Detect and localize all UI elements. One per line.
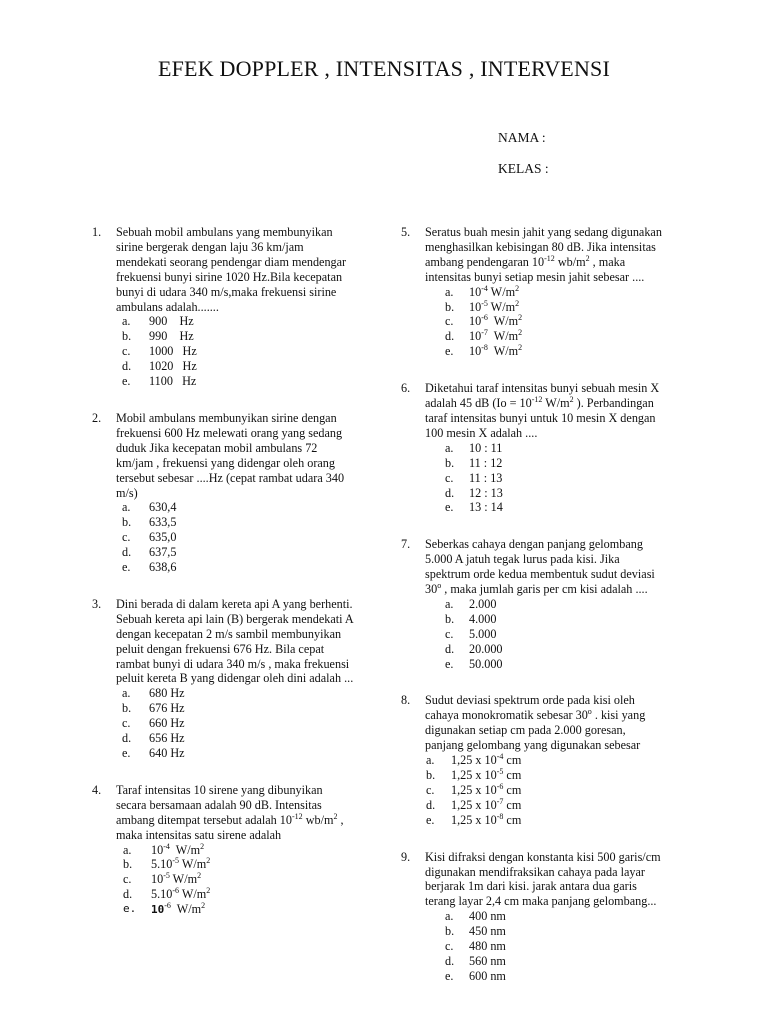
option-text: 676 Hz (149, 701, 185, 716)
options-list (116, 686, 382, 761)
option-text: 20.000 (469, 641, 503, 656)
superscript: 2 (333, 811, 338, 821)
question-text-line: frekuensi 600 Hz melewati orang yang sedang (116, 425, 343, 440)
option-c (425, 783, 701, 798)
question-text-line (425, 708, 701, 723)
question-text-line: Seratus buah mesin jahit yang sedang digunakan (425, 225, 662, 239)
text-part: adalah 45 dB (Io = 10 (425, 396, 532, 411)
option-text: 640 Hz (149, 746, 185, 760)
option-text: 560 nm (469, 953, 506, 968)
option-text: W/m (487, 284, 516, 299)
option-letter: a. (445, 909, 454, 924)
question-text-line: duduk Jika kecepatan mobil ambulans 72 (116, 440, 318, 455)
superscript: 2 (569, 395, 574, 405)
option-letter: b. (445, 299, 455, 314)
option-letter: b. (122, 329, 132, 344)
question-text-line: secara bersamaan adalah 90 dB. Intensitas (116, 797, 322, 812)
option-c (116, 530, 382, 545)
superscript: 2 (518, 328, 523, 338)
option-text: 1,25 x 10 (451, 812, 497, 827)
option-b (116, 329, 382, 344)
question-text-line: Seberkas cahaya dengan panjang gelombang (425, 537, 643, 552)
option-letter: e. (123, 902, 137, 916)
superscript: -7 (496, 796, 504, 806)
option-text: W/m (179, 887, 207, 902)
superscript: 2 (518, 313, 523, 323)
text-part: ambang pendengaran 10 (425, 254, 545, 269)
option-c (425, 627, 701, 642)
option-letter: d. (445, 329, 455, 344)
superscript: -5 (172, 856, 179, 866)
option-letter: e. (122, 560, 131, 575)
option-e (425, 813, 701, 828)
question-8 (401, 693, 701, 827)
option-text: 10 (469, 344, 482, 359)
question-text-line: Mobil ambulans membunyikan sirine dengan (116, 410, 337, 425)
option-text: W/m (487, 344, 519, 359)
option-b (425, 456, 701, 471)
option-e (425, 657, 701, 672)
option-c (116, 872, 382, 887)
option-e (425, 344, 701, 359)
text-part: wb/m (554, 254, 586, 269)
question-3 (92, 597, 382, 761)
option-letter: a. (426, 753, 435, 768)
question-text-line (116, 813, 382, 828)
option-c (425, 314, 701, 329)
option-text: 600 nm (469, 968, 506, 983)
kelas-label: KELAS : (498, 161, 549, 176)
option-text: cm (503, 768, 522, 782)
question-number: 9. (401, 849, 411, 864)
option-b (425, 924, 701, 939)
option-text: W/m (169, 842, 201, 857)
option-text: cm (503, 797, 522, 812)
option-letter: e. (445, 344, 454, 359)
question-text-line: tersebut sebesar ....Hz (cepat rambat udara 340 (116, 470, 345, 485)
question-1 (92, 225, 382, 389)
question-text-line (425, 396, 701, 411)
option-text: 637,5 (149, 545, 177, 560)
option-text: 480 nm (469, 939, 506, 954)
options-list (425, 909, 701, 984)
options-list (116, 500, 382, 575)
option-text: W/m (170, 902, 202, 917)
question-text-line: Taraf intensitas 10 sirene yang dibunyikan (116, 782, 323, 797)
question-text-line: rambat bunyi di udara 340 m/s , maka frekuensi (116, 656, 350, 671)
superscript: -5 (496, 767, 504, 776)
option-text: 1,25 x 10 (451, 797, 497, 812)
option-a (116, 500, 382, 515)
question-text-line: terang layar 2,4 cm maka panjang gelombang... (425, 894, 657, 909)
option-text: 660 Hz (149, 716, 185, 731)
text-part: W/m (542, 396, 570, 411)
option-letter: e. (122, 374, 131, 389)
question-text-line: Sebuah mobil ambulans yang membunyikan (116, 225, 333, 239)
options-list (425, 753, 701, 828)
question-text-line (425, 255, 701, 270)
option-text: cm (503, 753, 522, 768)
superscript: -5 (163, 871, 170, 881)
option-a (116, 843, 382, 858)
option-letter: d. (445, 485, 455, 500)
question-number: 8. (401, 693, 411, 708)
option-letter: d. (123, 887, 133, 902)
question-text-line: Sebuah kereta api lain (B) bergerak mendekati A (116, 611, 354, 626)
option-letter: e. (122, 746, 131, 760)
question-number: 1. (92, 225, 102, 239)
superscript: -6 (172, 886, 179, 896)
option-letter: b. (123, 857, 133, 872)
option-letter: a. (445, 284, 454, 299)
option-letter: b. (445, 455, 455, 470)
superscript: -8 (481, 343, 488, 353)
option-b (116, 515, 382, 530)
option-d (425, 642, 701, 657)
option-d (425, 486, 701, 501)
option-text: 1020 Hz (149, 359, 197, 374)
option-letter: d. (122, 731, 132, 746)
question-text-line: Sudut deviasi spektrum orde pada kisi oleh (425, 693, 635, 708)
option-text: 1100 Hz (149, 374, 197, 389)
superscript: -6 (164, 901, 171, 911)
options-list (425, 597, 701, 672)
question-text-line: Kisi difraksi dengan konstanta kisi 500 garis/cm (425, 849, 661, 864)
superscript: -8 (496, 811, 504, 821)
option-text: 990 Hz (149, 329, 194, 344)
question-5 (401, 225, 701, 359)
option-text: 10 : 11 (469, 440, 503, 455)
option-text: 400 nm (469, 909, 506, 924)
question-text-line: berjarak 1m dari kisi. jarak antara dua garis (425, 879, 637, 894)
question-text-line: digunakan setiap cm pada 2.000 goresan, (425, 723, 626, 738)
left-column (92, 225, 382, 918)
option-letter: d. (445, 641, 455, 656)
question-text-line: ambulans adalah....... (116, 299, 219, 314)
question-number: 4. (92, 782, 102, 797)
question-text-line: sirine bergerak dengan laju 36 km/jam (116, 239, 304, 254)
question-text-line (425, 582, 701, 597)
text-part: , maka (589, 254, 626, 269)
superscript: 2 (515, 298, 520, 308)
right-column (401, 225, 701, 984)
option-text: W/m (487, 299, 516, 314)
option-text: 638,6 (149, 560, 177, 575)
superscript: 2 (515, 283, 520, 293)
option-letter: b. (122, 515, 132, 530)
option-text: 13 : 14 (469, 500, 503, 515)
option-b (425, 768, 701, 783)
option-b (116, 701, 382, 716)
option-a (425, 753, 701, 768)
option-c (116, 716, 382, 731)
option-b (425, 612, 701, 627)
question-2 (92, 411, 382, 575)
superscript: 2 (200, 841, 205, 851)
option-letter: a. (445, 596, 454, 611)
option-letter: c. (123, 872, 132, 887)
option-e (425, 500, 701, 515)
superscript: 2 (585, 253, 590, 263)
question-text-line: 5.000 A jatuh tegak lurus pada kisi. Jika (425, 552, 620, 567)
superscript: -12 (531, 395, 543, 405)
options-list (425, 441, 701, 516)
question-text-line: dengan kecepatan 2 m/s sambil membunyikan (116, 626, 342, 641)
question-text-line: panjang gelombang yang digunakan sebesar (425, 738, 641, 753)
question-text-line: 100 mesin X adalah .... (425, 425, 538, 440)
question-text-line: mendekati seorang pendengar diam mendengar (116, 254, 347, 269)
option-text: 10 (469, 284, 482, 299)
option-d (425, 329, 701, 344)
question-text-line: taraf intensitas bunyi untuk 10 mesin X dengan (425, 410, 656, 425)
option-letter: b. (445, 924, 455, 939)
option-text: W/m (179, 857, 207, 872)
question-7 (401, 537, 701, 671)
page-title: EFEK DOPPLER , INTENSITAS , INTERVENSI (157, 56, 610, 81)
superscript: -12 (291, 811, 303, 821)
option-text: 1000 Hz (149, 344, 197, 359)
text-part: ambang ditempat tersebut adalah 10 (116, 812, 292, 827)
option-letter: d. (122, 359, 132, 374)
option-text: 2.000 (469, 596, 497, 611)
option-letter: c. (122, 716, 131, 731)
superscript: -6 (496, 781, 504, 791)
text-part: 30 (425, 582, 438, 597)
question-text-line: peluit dengan frekuensi 676 Hz. Bila cepat (116, 641, 325, 656)
option-text: 450 nm (469, 924, 506, 939)
option-text: 630,4 (149, 500, 177, 515)
superscript: o (587, 707, 592, 717)
option-text: 10 (469, 329, 482, 344)
option-text: 1,25 x 10 (451, 782, 497, 797)
option-e (116, 746, 382, 761)
option-letter: c. (445, 314, 454, 329)
question-text-line: bunyi di udara 340 m/s,maka frekuensi sirine (116, 284, 337, 299)
option-text: 680 Hz (149, 686, 185, 701)
question-number: 7. (401, 537, 411, 552)
option-text: 10 (151, 842, 164, 857)
question-text-line: menghasilkan kebisingan 80 dB. Jika intensitas (425, 239, 656, 254)
option-letter: c. (122, 530, 131, 545)
text-part: ). Perbandingan (573, 396, 654, 411)
option-b (116, 857, 382, 872)
question-number: 2. (92, 410, 102, 425)
option-a (116, 686, 382, 701)
option-letter: c. (445, 939, 454, 954)
option-a (425, 909, 701, 924)
superscript: -4 (496, 752, 504, 762)
question-text-line: Dini berada di dalam kereta api A yang berhenti. (116, 596, 353, 611)
superscript: -12 (544, 253, 555, 263)
option-text: 635,0 (149, 530, 177, 545)
superscript: -6 (481, 313, 488, 323)
question-text-line: Diketahui taraf intensitas bunyi sebuah mesin X (425, 381, 660, 396)
text-part: cahaya monokromatik sebesar 30 (425, 708, 588, 723)
option-text: 633,5 (149, 515, 177, 530)
option-letter: d. (426, 797, 436, 812)
option-text: 5.10 (151, 857, 173, 872)
superscript: 2 (201, 901, 206, 911)
option-a (425, 441, 701, 456)
option-letter: e. (426, 812, 435, 827)
option-letter: c. (445, 626, 454, 641)
option-d (425, 954, 701, 969)
option-text: 900 Hz (149, 314, 194, 329)
option-text: cm (503, 782, 522, 797)
option-letter: a. (445, 440, 454, 455)
option-c (116, 344, 382, 359)
option-a (425, 597, 701, 612)
option-letter: c. (122, 344, 131, 359)
option-text: W/m (169, 872, 198, 887)
option-d (116, 731, 382, 746)
option-letter: e. (445, 968, 454, 983)
superscript: -7 (481, 328, 488, 338)
superscript: -5 (481, 298, 488, 308)
question-9 (401, 850, 701, 984)
superscript: 2 (206, 856, 211, 866)
option-d (116, 887, 382, 902)
question-number: 6. (401, 381, 411, 396)
text-part: , (337, 812, 344, 827)
options-list (425, 285, 701, 360)
option-text: W/m (487, 329, 519, 344)
option-c (425, 471, 701, 486)
options-list (116, 843, 382, 919)
option-text: 11 : 13 (469, 470, 503, 485)
option-text: cm (503, 812, 522, 827)
option-letter: a. (122, 314, 131, 329)
option-letter: d. (122, 545, 132, 560)
text-part: wb/m (302, 812, 334, 827)
question-4 (92, 783, 382, 918)
option-text: 1,25 x 10 (451, 753, 497, 768)
superscript: -4 (481, 283, 488, 293)
superscript: 2 (197, 871, 202, 881)
text-part: , maka jumlah garis per cm kisi adalah .... (441, 582, 648, 597)
question-text-line: frekuensi bunyi sirine 1020 Hz.Bila kecepatan (116, 269, 343, 284)
nama-label: NAMA : (498, 130, 546, 145)
superscript: 2 (518, 343, 523, 353)
question-text-line: m/s) (116, 485, 138, 500)
question-text-line: intensitas bunyi setiap mesin jahit sebesar .... (425, 269, 645, 284)
option-text: 50.000 (469, 656, 503, 671)
option-b (425, 300, 701, 315)
question-number: 5. (401, 225, 411, 239)
option-text: 1,25 x 10 (451, 768, 497, 782)
option-text: 5.10 (151, 887, 173, 902)
option-c (425, 939, 701, 954)
option-e (116, 374, 382, 389)
question-number: 3. (92, 596, 102, 611)
option-text: 10 (151, 903, 165, 917)
superscript: 2 (206, 886, 211, 896)
option-text: 10 (469, 314, 482, 329)
option-letter: a. (122, 500, 131, 515)
option-e (116, 902, 382, 918)
question-6 (401, 381, 701, 515)
superscript: o (437, 581, 442, 591)
options-list (116, 314, 382, 389)
option-text: 11 : 12 (469, 455, 503, 470)
question-text-line: spektrum orde kedua membentuk sudut deviasi (425, 567, 655, 582)
option-a (425, 285, 701, 300)
option-letter: d. (445, 953, 455, 968)
option-letter: c. (445, 470, 454, 485)
option-text: 4.000 (469, 611, 497, 626)
option-text: 10 (469, 299, 482, 314)
option-letter: a. (123, 842, 132, 857)
option-letter: e. (445, 500, 454, 515)
question-text-line: km/jam , frekuensi yang didengar oleh orang (116, 455, 335, 470)
option-text: 10 (151, 872, 164, 887)
option-letter: c. (426, 782, 435, 797)
question-text-line: digunakan mendifraksikan cahaya pada layar (425, 864, 645, 879)
option-text: 656 Hz (149, 731, 185, 746)
text-part: . kisi yang (591, 708, 646, 723)
option-letter: a. (122, 686, 131, 701)
question-text-line: maka intensitas satu sirene adalah (116, 827, 282, 842)
option-letter: b. (122, 701, 132, 716)
option-letter: e. (445, 656, 454, 671)
option-e (116, 560, 382, 575)
option-text: W/m (487, 314, 519, 329)
question-text-line: peluit kereta B yang didengar oleh dini adalah ... (116, 671, 354, 686)
superscript: -4 (163, 841, 170, 851)
option-d (116, 359, 382, 374)
option-text: 5.000 (469, 626, 497, 641)
option-letter: b. (426, 768, 436, 782)
option-e (425, 969, 701, 984)
option-a (116, 314, 382, 329)
option-text: 12 : 13 (469, 485, 503, 500)
option-d (425, 798, 701, 813)
option-d (116, 545, 382, 560)
option-letter: b. (445, 611, 455, 626)
